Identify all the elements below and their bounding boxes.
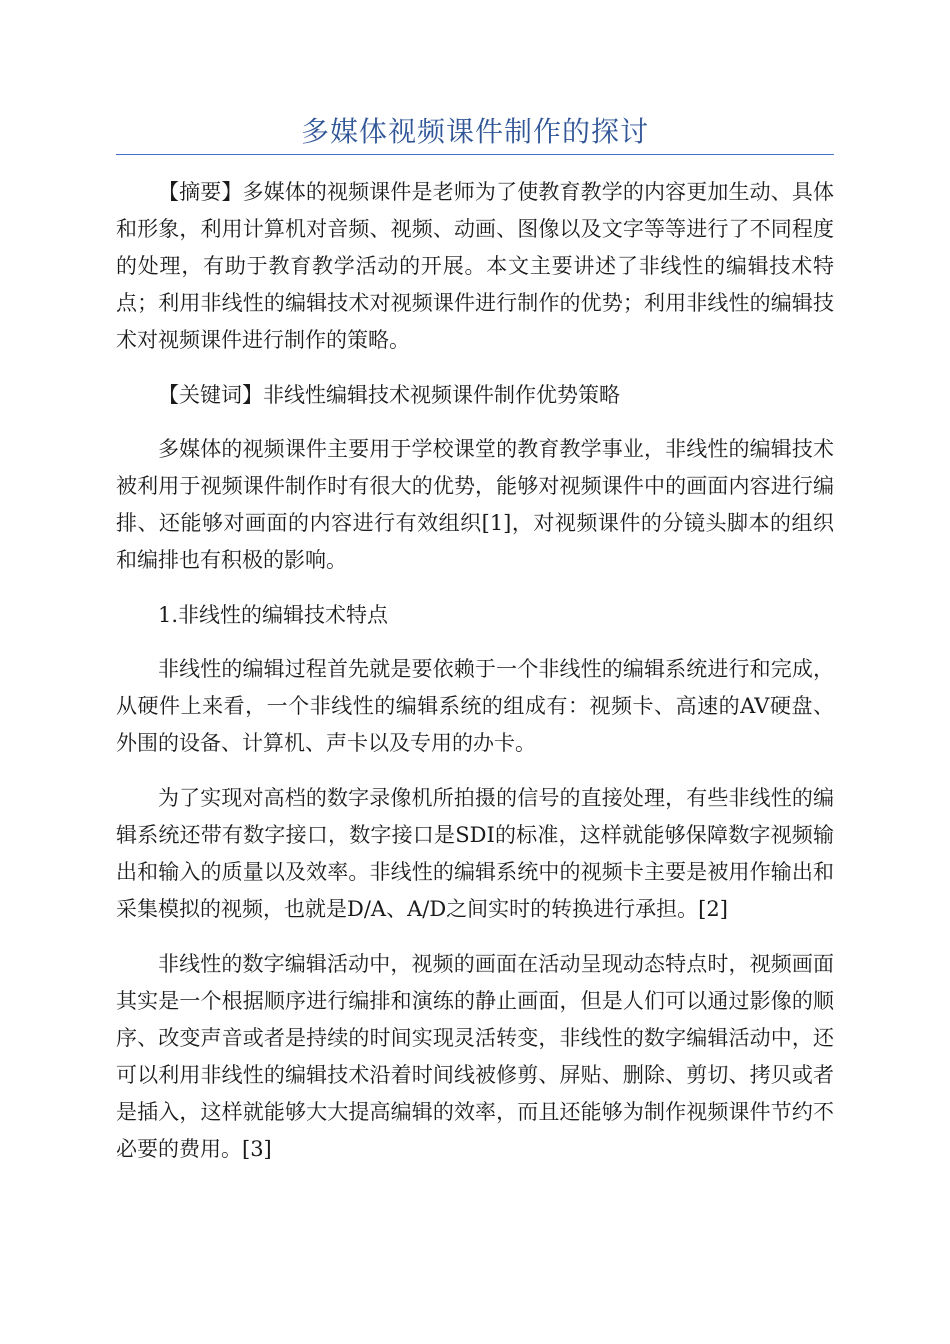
body-paragraph: 为了实现对高档的数字录像机所拍摄的信号的直接处理，有些非线性的编辑系统还带有数字接口，数字接口是SDI的标准，这样就能够保障数字视频输出和输入的质量以及效率。非线性的编辑系统中的视频卡主要是被用作输出和采集模拟的视频，也就是D/A、A/D之间实时的转换进行承担。[2] [116,786,834,921]
body-paragraph: 非线性的数字编辑活动中，视频的画面在活动呈现动态特点时，视频画面其实是一个根据顺序进行编排和演练的静止画面，但是人们可以通过影像的顺序、改变声音或者是持续的时间实现灵活转变，非线性的数字编辑活动中，还可以利用非线性的编辑技术沿着时间线被修剪、屏贴、删除、剪切、拷贝或者是插入，这样就能够大大提高编辑的效率，而且还能够为制作视频课件节约不必要的费用。[3] [116,952,834,1161]
document-body [116,174,834,1186]
section-heading: 1.非线性的编辑技术特点 [158,603,389,627]
document-title: 多媒体视频课件制作的探讨 [300,115,649,148]
title-underline [116,154,834,155]
abstract-paragraph: 【摘要】多媒体的视频课件是老师为了使教育教学的内容更加生动、具体和形象，利用计算机对音频、视频、动画、图像以及文字等等进行了不同程度的处理，有助于教育教学活动的开展。本文主要讲述了非线性的编辑技术特点；利用非线性的编辑技术对视频课件进行制作的优势；利用非线性的编辑技术对视频课件进行制作的策略。 [116,180,834,352]
keywords-paragraph: 【关键词】非线性编辑技术视频课件制作优势策略 [158,383,620,407]
body-paragraph: 非线性的编辑过程首先就是要依赖于一个非线性的编辑系统进行和完成，从硬件上来看，一个非线性的编辑系统的组成有：视频卡、高速的AV硬盘、外围的设备、计算机、声卡以及专用的办卡。 [116,657,834,755]
intro-paragraph: 多媒体的视频课件主要用于学校课堂的教育教学事业，非线性的编辑技术被利用于视频课件制作时有很大的优势，能够对视频课件中的画面内容进行编排、还能够对画面的内容进行有效组织[1]，对视频课件的分镜头脚本的组织和编排也有积极的影响。 [116,437,834,572]
